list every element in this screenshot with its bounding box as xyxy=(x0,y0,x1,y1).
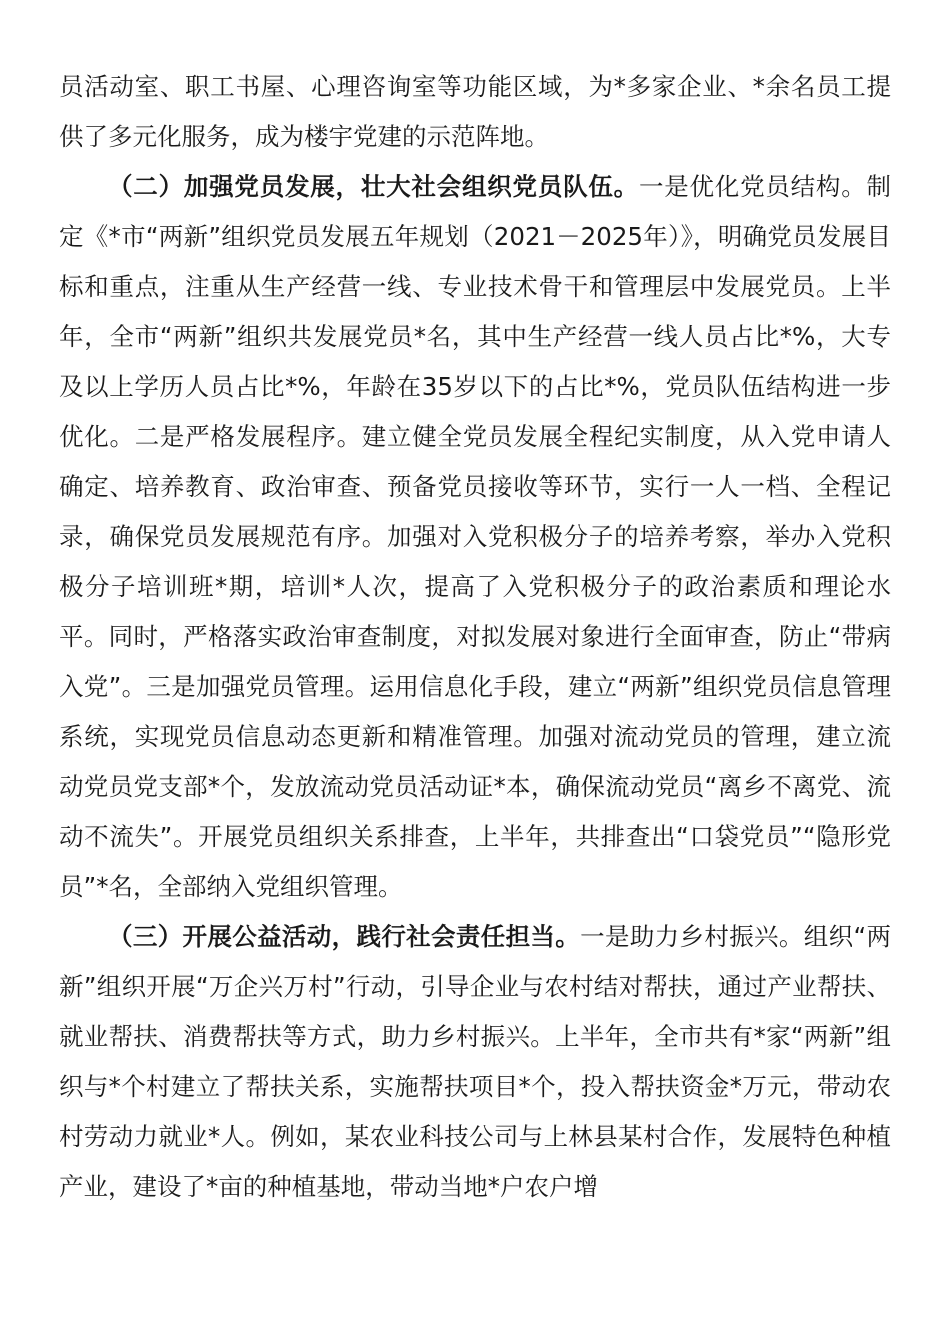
paragraph-text: 一是助力乡村振兴。组织“两新”组织开展“万企兴万村”行动，引导企业与农村结对帮扶，通过产业帮扶、就业帮扶、消费帮扶等方式，助力乡村振兴。上半年，全市共有*家“两新”组织与*个村建立了帮扶关系，实施帮扶项目*个，投入帮扶资金*万元，带动农村劳动力就业*人。例如，某农业科技公司与上林县某村合作，发展特色种植产业，建设了*亩的种植基地，带动当地*户农户增 xyxy=(59,922,891,1201)
paragraph-continuation xyxy=(59,62,891,162)
paragraph-section-2 xyxy=(59,162,891,912)
section-heading: （三）开展公益活动，践行社会责任担当。 xyxy=(108,922,581,951)
paragraph-text: 一是优化党员结构。制定《*市“两新”组织党员发展五年规划（2021－2025年）》，明确党员发展目标和重点，注重从生产经营一线、专业技术骨干和管理层中发展党员。上半年，全市“两新”组织共发展党员*名，其中生产经营一线人员占比*%，大专及以上学历人员占比*%，年龄在35岁以下的占比*%，党员队伍结构进一步优化。二是严格发展程序。建立健全党员发展全程纪实制度，从入党申请人确定、培养教育、政治审查、预备党员接收等环节，实行一人一档、全程记录，确保党员发展规范有序。加强对入党积极分子的培养考察，举办入党积极分子培训班*期，培训*人次，提高了入党积极分子的政治素质和理论水平。同时，严格落实政治审查制度，对拟发展对象进行全面审查，防止“带病入党”。三是加强党员管理。运用信息化手段，建立“两新”组织党员信息管理系统，实现党员信息动态更新和精准管理。加强对流动党员的管理，建立流动党员党支部*个，发放流动党员活动证*本，确保流动党员“离乡不离党、流动不流失”。开展党员组织关系排查，上半年，共排查出“口袋党员”“隐形党员”*名，全部纳入党组织管理。 xyxy=(59,172,892,901)
paragraph-section-3 xyxy=(59,912,891,1212)
paragraph-text: 员活动室、职工书屋、心理咨询室等功能区域，为*多家企业、*余名员工提供了多元化服务，成为楼宇党建的示范阵地。 xyxy=(59,72,891,151)
document-page xyxy=(59,62,891,1212)
section-heading: （二）加强党员发展，壮大社会组织党员队伍。 xyxy=(108,172,639,201)
